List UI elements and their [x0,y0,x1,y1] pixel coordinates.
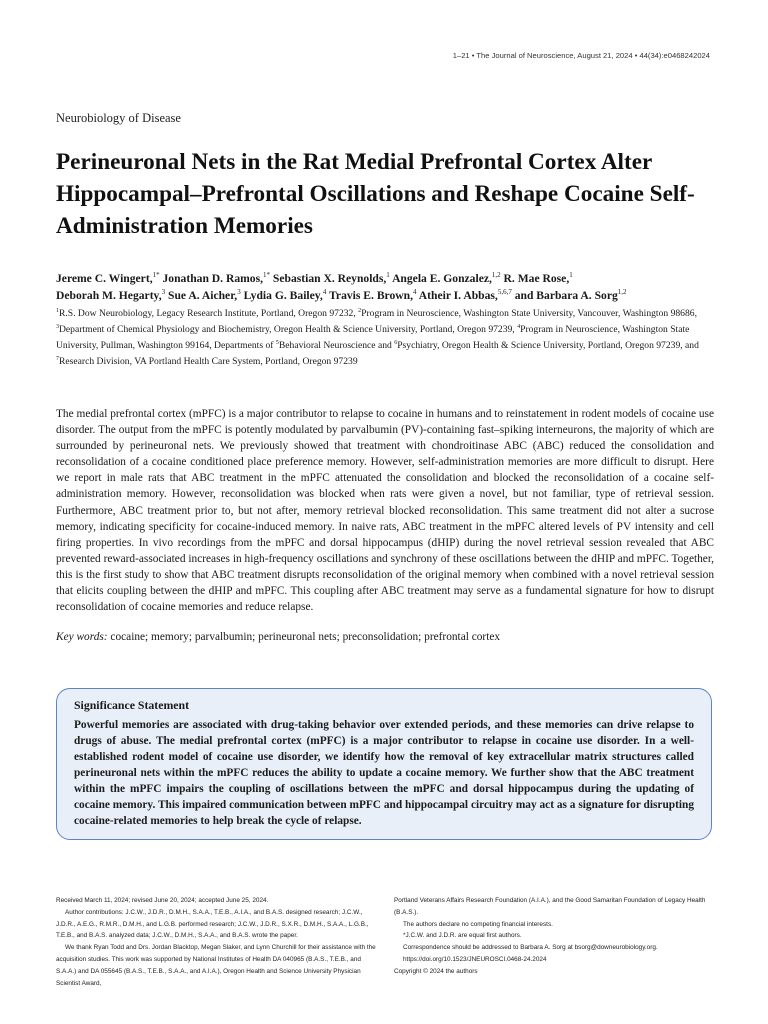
significance-statement-box [56,688,712,840]
author: Travis E. Brown, [329,289,414,302]
author: Jereme C. Wingert, [56,272,153,285]
author-affil-marker: 5,6,7 [497,288,512,297]
author-affil-marker: 1,2 [617,288,627,297]
author: R. Mae Rose, [503,272,570,285]
author-affil-marker: 1* [152,271,160,280]
keywords-label: Key words: [56,631,108,643]
significance-body: Powerful memories are associated with drug-taking behavior over extended periods, and these memories can drive relapse to drugs of abuse. The medial prefrontal cortex (mPFC) is a major contributor to relapse in cocaine use disorder. In a well-established rodent model of cocaine use disorder, we identify how the removal of key extracellular matrix structures called perineuronal nets within the mPFC reduces the ability to update a cocaine memory. We further show that the ABC treatment within the mPFC impairs the coupling of oscillations between the mPFC and dorsal hippocampus during the updating of cocaine memory. This impaired communication between mPFC and hippocampal circuitry may act as a signature for disrupting cocaine-related memories to help break the cycle of relapse. [74,719,694,827]
copyright: Copyright © 2024 the authors [394,967,478,975]
affil-marker: 1 [56,307,59,314]
doi-link[interactable]: https://doi.org/10.1523/JNEUROSCI.0468-24.2024 [403,955,547,963]
affiliation: R.S. Dow Neurobiology, Legacy Research Institute, Portland, Oregon 97232, [59,308,359,319]
footnotes-left [56,895,376,989]
author-affil-marker: 3 [161,288,166,297]
author-affil-marker: 4 [322,288,327,297]
author-contributions: Author contributions: J.C.W., J.D.R., D.M.H., S.A.A., T.E.B., A.I.A., and B.A.S. designed research; J.C.W., J.D.R., A.E.G., R.M.R., D.M.H., and L.G.B. performed research; J.C.W., J.D.R., S.X.R., D.M.H., S.A.A., L.G.B., T.E.B., and B.A.S. analyzed data; J.C.W., D.M.H., S.A.A., and B.A.S. wrote the paper. [56,908,369,940]
author: Jonathan D. Ramos, [162,272,263,285]
author-affil-marker: 1,2 [491,271,501,280]
author: Sebastian X. Reynolds, [272,272,387,285]
affiliation: Department of Chemical Physiology and Biochemistry, Oregon Health & Science University, Portland, Oregon 97239, [59,323,518,335]
footnotes-right [394,895,714,978]
author: Atheir I. Abbas, [418,289,498,302]
affiliation: Behavioral Neuroscience and [278,339,395,351]
abstract: The medial prefrontal cortex (mPFC) is a major contributor to relapse to cocaine in humans and to reinstatement in rodent models of cocaine use disorder. The output from the mPFC is potently modulated by parvalbumin (PV)-containing fast–spiking interneurons, the majority of which are surrounded by perineuronal nets. We previously showed that treatment with chondroitinase ABC (ABC) reduced the consolidation and reconsolidation of a cocaine conditioned place preference memory. However, self-administration memories are more difficult to disrupt. Here we report in male rats that ABC treatment in the mPFC attenuated the consolidation and blocked the reconsolidation of a cocaine self-administration memory. However, reconsolidation was blocked when rats were given a novel, but not familiar, type of retrieval session. Furthermore, ABC treatment prior to, but not after, memory retrieval blocked reconsolidation. This same treatment did not alter a sucrose memory, indicating specificity for cocaine-induced memory. In naive rats, ABC treatment in the mPFC altered levels of PV intensity and cell firing properties. In vivo recordings from the mPFC and dorsal hippocampus (dHIP) during the novel retrieval session revealed that ABC prevented reward-associated increases in high-frequency oscillations and synchrony of these oscillations between the dHIP and mPFC. Together, this is the first study to show that ABC treatment disrupts reconsolidation of the original memory when combined with a novel retrieval session that elicits coupling between the dHIP and mPFC. This coupling after ABC treatment may serve as a fundamental signature for how to disrupt reconsolidation of cocaine memories and reduce relapse. [56,408,714,614]
affil-marker: 5 [275,339,279,346]
acknowledgments: We thank Ryan Todd and Drs. Jordan Blacktop, Megan Slaker, and Lynn Churchill for their assistance with the acquisition studies. This work was supported by National Institutes of Health DA 040965 (B.A.S., T.E.B., and S.A.A.) and DA 055645 (B.A.S., T.E.B., S.A.A., and A.I.A.), Oregon Health and Science University Physician Scientist Award, [56,944,376,987]
affiliations [56,306,718,370]
funding-continued: Portland Veterans Affairs Research Foundation (A.I.A.), and the Good Samaritan Foundation of Legacy Health (B.A.S.). [394,897,706,916]
author: Deborah M. Hegarty, [56,289,162,302]
affiliation: Psychiatry, Oregon Health & Science University, Portland, Oregon 97239, and [397,339,699,351]
author: Angela E. Gonzalez, [392,272,492,285]
keywords [56,631,716,643]
affil-marker: 6 [394,339,398,346]
equal-contribution-note: *J.C.W. and J.D.R. are equal first authors. [403,932,522,940]
running-head: 1–21 • The Journal of Neuroscience, August 21, 2024 • 44(34):e0468242024 [452,51,710,60]
affil-marker: 4 [517,323,521,330]
keywords-text: cocaine; memory; parvalbumin; perineuronal nets; preconsolidation; prefrontal cortex [110,631,501,643]
article-title: Perineuronal Nets in the Rat Medial Prefrontal Cortex Alter Hippocampal–Prefrontal Oscillations and Reshape Cocaine Self-Administration Memories [56,149,695,239]
author: Lydia G. Bailey, [243,289,323,302]
author-affil-marker: 1 [386,271,390,280]
author-affil-marker: 3 [237,288,241,297]
correspondence: Correspondence should be addressed to Barbara A. Sorg at bsorg@downeurobiology.org. [403,944,658,952]
affiliation: Program in Neuroscience, Washington State University, Vancouver, Washington 98686, [361,308,697,319]
author-affil-marker: 4 [413,288,417,297]
affil-marker: 3 [56,323,59,330]
affil-marker: 7 [56,355,59,362]
author-affil-marker: 1* [263,271,270,280]
significance-title: Significance Statement [74,698,190,712]
section-label: Neurobiology of Disease [56,111,181,125]
received-dates: Received March 11, 2024; revised June 20, 2024; accepted June 25, 2024. [56,897,269,904]
author-list [56,270,721,304]
author: and Barbara A. Sorg [514,289,618,302]
competing-interests: The authors declare no competing financial interests. [403,920,553,928]
affiliation: Research Division, VA Portland Health Care System, Portland, Oregon 97239 [59,355,358,367]
author-affil-marker: 1 [569,271,573,280]
affil-marker: 2 [358,307,362,314]
affiliation: Program in Neuroscience, Washington State University, Pullman, Washington 99164, Departments of [56,323,690,351]
author: Sue A. Aicher, [168,289,238,302]
